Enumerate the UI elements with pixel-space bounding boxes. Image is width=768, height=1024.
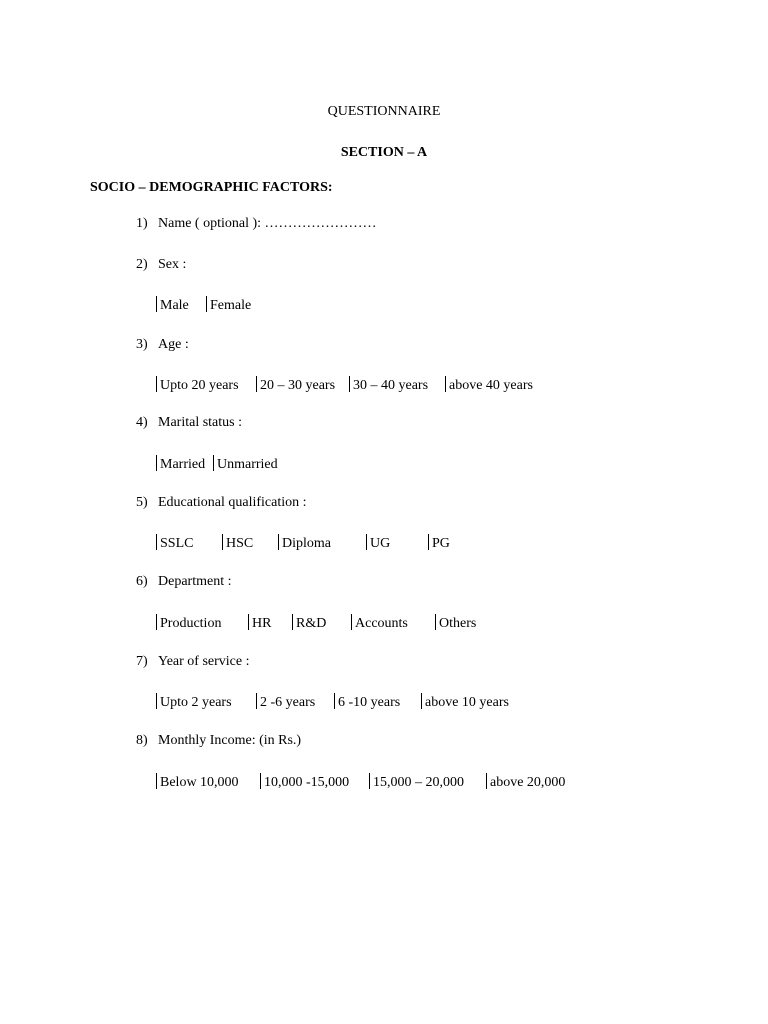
option-6-10[interactable]: 6 -10 years <box>334 693 400 711</box>
options-department <box>0 614 768 634</box>
document-title: QUESTIONNAIRE <box>327 104 441 119</box>
question-number: 4) <box>136 415 148 430</box>
question-1 <box>136 216 377 232</box>
options-marital <box>0 455 768 475</box>
option-upto-20[interactable]: Upto 20 years <box>156 376 239 394</box>
question-label: Educational qualification : <box>158 495 307 510</box>
option-pg[interactable]: PG <box>428 534 450 552</box>
question-label: Monthly Income: (in Rs.) <box>158 733 302 748</box>
question-6 <box>136 574 231 590</box>
question-number: 6) <box>136 574 148 589</box>
question-4 <box>136 415 242 431</box>
options-education <box>0 534 768 554</box>
option-30-40[interactable]: 30 – 40 years <box>349 376 428 394</box>
option-15000-20000[interactable]: 15,000 – 20,000 <box>369 773 464 791</box>
question-2 <box>136 257 186 273</box>
option-married[interactable]: Married <box>156 455 205 473</box>
option-20-30[interactable]: 20 – 30 years <box>256 376 335 394</box>
option-above-10[interactable]: above 10 years <box>421 693 509 711</box>
question-number: 2) <box>136 257 148 272</box>
question-number: 7) <box>136 654 148 669</box>
options-income <box>0 773 768 793</box>
question-number: 5) <box>136 495 148 510</box>
option-above-40[interactable]: above 40 years <box>445 376 533 394</box>
question-label: Sex : <box>158 257 187 272</box>
option-diploma[interactable]: Diploma <box>278 534 331 552</box>
option-hsc[interactable]: HSC <box>222 534 253 552</box>
question-number: 1) <box>136 216 148 231</box>
option-10000-15000[interactable]: 10,000 -15,000 <box>260 773 349 791</box>
option-above-20000[interactable]: above 20,000 <box>486 773 565 791</box>
question-label: Marital status : <box>158 415 242 430</box>
option-ug[interactable]: UG <box>366 534 390 552</box>
option-2-6[interactable]: 2 -6 years <box>256 693 315 711</box>
question-label: Age : <box>158 337 189 352</box>
option-hr[interactable]: HR <box>248 614 271 632</box>
option-female[interactable]: Female <box>206 296 251 314</box>
options-age <box>0 376 768 396</box>
question-label: Name ( optional ): …………………… <box>158 216 377 231</box>
question-3 <box>136 337 189 353</box>
option-below-10000[interactable]: Below 10,000 <box>156 773 239 791</box>
question-8 <box>136 733 301 749</box>
option-others[interactable]: Others <box>435 614 476 632</box>
options-service <box>0 693 768 713</box>
question-number: 3) <box>136 337 148 352</box>
option-upto-2[interactable]: Upto 2 years <box>156 693 232 711</box>
question-number: 8) <box>136 733 148 748</box>
question-7 <box>136 654 250 670</box>
option-rnd[interactable]: R&D <box>292 614 326 632</box>
options-sex <box>0 296 768 316</box>
question-5 <box>136 495 307 511</box>
option-accounts[interactable]: Accounts <box>351 614 408 632</box>
question-label: Department : <box>158 574 232 589</box>
option-sslc[interactable]: SSLC <box>156 534 193 552</box>
option-male[interactable]: Male <box>156 296 189 314</box>
option-unmarried[interactable]: Unmarried <box>213 455 278 473</box>
question-label: Year of service : <box>158 654 250 669</box>
section-heading: SOCIO – DEMOGRAPHIC FACTORS: <box>90 180 333 195</box>
option-production[interactable]: Production <box>156 614 221 632</box>
section-title: SECTION – A <box>340 145 428 160</box>
